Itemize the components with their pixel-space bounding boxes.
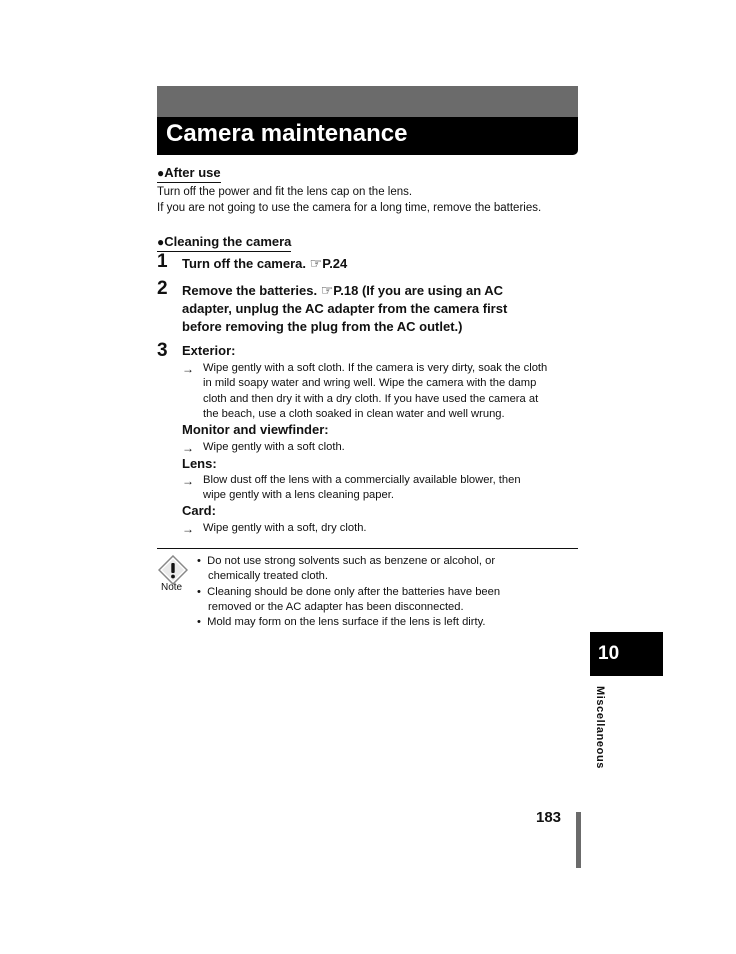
step-2-line-3: before removing the plug from the AC outlet.) [182,319,463,334]
lens-instructions: Blow dust off the lens with a commercially available blower, then wipe gently with a lens cleaning paper. [203,474,521,502]
chapter-number: 10 [598,643,620,664]
lens-label: Lens: [182,456,217,471]
note-divider [157,548,578,549]
page-number: 183 [536,809,562,826]
step-2-page-ref: P.18 (If you are using an AC [333,283,504,298]
bullet-icon: • [197,616,201,628]
section-after-use-heading: ●After use [157,165,221,183]
step-1-page-ref: P.24 [322,256,348,271]
step-2-number: 2 [157,278,168,299]
monitor-instruction: Wipe gently with a soft cloth. [203,441,345,453]
pointing-hand-icon: ☞ [309,255,323,271]
card-label: Card: [182,503,216,518]
note-icon-label: Note [161,582,183,593]
step-2-text: Remove the batteries. ☞P.18 (If you are using an AC adapter, unplug the AC adapter from the camera first before removing the plug from the AC outlet.) [182,282,508,334]
exterior-label: Exterior: [182,343,236,358]
page-number-bar [576,812,581,868]
note-item: • Cleaning should be done only after the batteries have been removed or the AC adapter has been disconnected. [197,586,501,614]
bullet-icon: • [197,586,201,598]
note-item: • Mold may form on the lens surface if the lens is left dirty. [197,616,486,628]
bullet-dot-icon: ● [157,166,165,180]
page-title: Camera maintenance [166,120,408,147]
step-1-number: 1 [157,251,168,272]
after-use-line-2: If you are not going to use the camera for a long time, remove the batteries. [157,202,542,214]
card-instruction: Wipe gently with a soft, dry cloth. [203,522,367,534]
step-3-number: 3 [157,340,168,361]
arrow-right-icon: → [182,362,194,376]
note-item: • Do not use strong solvents such as benzene or alcohol, or chemically treated cloth. [197,555,496,583]
bullet-icon: • [197,555,201,567]
after-use-line-1: Turn off the power and fit the lens cap on the lens. [157,186,413,198]
arrow-right-icon: → [182,441,194,455]
step-2-line-2: adapter, unplug the AC adapter from the camera first [182,301,508,316]
pointing-hand-icon: ☞ [320,282,334,298]
exterior-instructions: Wipe gently with a soft cloth. If the camera is very dirty, soak the cloth in mild soapy water and wring well. Wipe the camera with the damp cloth and then dry it with a dry cloth. If you have used the camera at the beach, use a cloth soaked in clean water and well wrung. [203,362,548,420]
title-banner-top [157,86,578,117]
chapter-label: Miscellaneous [594,686,606,769]
bullet-dot-icon: ● [157,235,165,249]
arrow-right-icon: → [182,522,194,536]
monitor-viewfinder-label: Monitor and viewfinder: [182,422,329,437]
step-1-text: Turn off the camera. ☞P.24 [182,255,348,271]
section-cleaning-heading: ●Cleaning the camera [157,234,291,252]
arrow-right-icon: → [182,474,194,488]
warning-diamond-icon [158,555,188,585]
